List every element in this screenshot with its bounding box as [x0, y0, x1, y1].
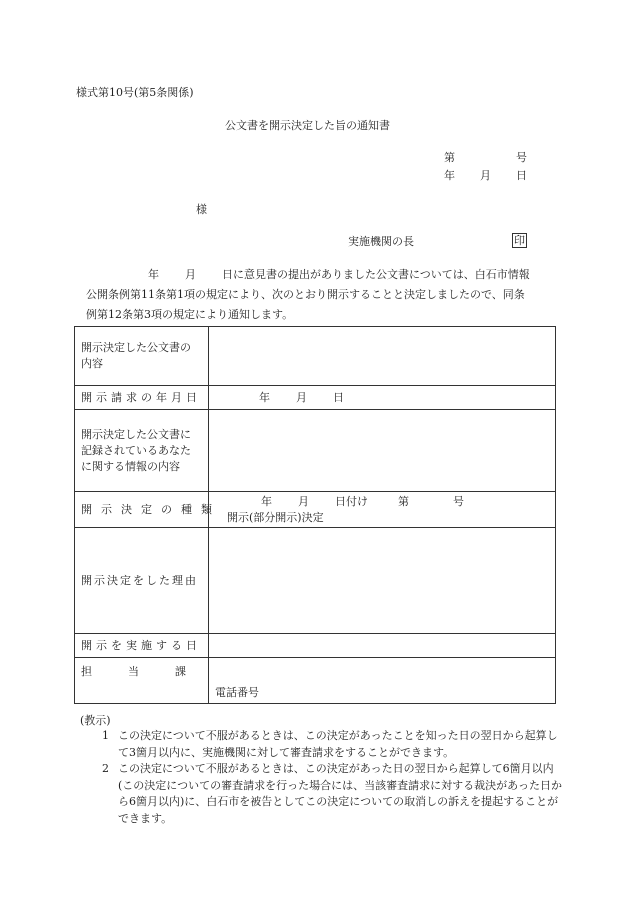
row-label-reason: [75, 528, 209, 634]
intro-text-3: 例第12条第3項の規定により通知します。: [86, 308, 294, 321]
row-label-document-content: [75, 327, 209, 386]
addressee-sama: 様: [196, 203, 207, 216]
doc-number-go: 号: [516, 151, 527, 164]
label-line: 内容: [81, 357, 103, 370]
label-text: 開示決定をした理由: [81, 573, 198, 587]
intro-text-2: 公開条例第11条第1項の規定により、次のとおり開示することと決定しましたので、同条: [86, 288, 525, 301]
intro-text-1: 日に意見書の提出がありました公文書については、白石市情報: [222, 268, 530, 281]
decision-year: 年: [261, 494, 272, 508]
label-char: 担: [81, 665, 92, 678]
table-row: [75, 386, 556, 410]
issuer-label: 実施機関の長: [348, 235, 414, 248]
field-request-date[interactable]: [209, 386, 556, 410]
field-reason[interactable]: [209, 528, 556, 634]
intro-year: 年: [148, 268, 159, 281]
form-number-label: 様式第10号(第5条関係): [76, 86, 194, 99]
table-row: [75, 634, 556, 658]
decision-dai: 第: [398, 494, 409, 508]
table-row: [75, 528, 556, 634]
doc-number-dai: 第: [444, 151, 455, 164]
table-row: [75, 492, 556, 528]
field-personal-info[interactable]: [209, 410, 556, 492]
note-number: 2: [102, 762, 109, 775]
request-year: 年: [259, 390, 270, 404]
label-text: 開示決定の種類: [81, 502, 221, 516]
row-label-implementation-date: [75, 634, 209, 658]
request-day: 日: [333, 390, 344, 404]
label-line: 記録されているあなた: [81, 443, 191, 457]
intro-month: 月: [185, 268, 196, 281]
label-text: 開示を実施する日: [81, 638, 201, 652]
decision-dated: 日付け: [335, 494, 368, 508]
disclosure-form-table: [74, 326, 556, 704]
seal-mark: 印: [514, 234, 525, 247]
decision-go: 号: [453, 494, 464, 508]
phone-label: 電話番号: [215, 686, 259, 699]
field-decision-type[interactable]: [209, 492, 556, 528]
note-item-2: [102, 761, 562, 827]
date-day: 日: [516, 169, 527, 182]
label-char: 課: [175, 665, 186, 678]
note-text: この決定について不服があるときは、この決定があったことを知った日の翌日から起算して3箇月以内に、実施機関に対して審査請求をすることができます。: [118, 729, 558, 759]
label-line: 開示決定した公文書の: [81, 341, 191, 354]
label-line: に関する情報の内容: [81, 459, 180, 473]
note-item-1: [102, 728, 562, 761]
field-implementation-date[interactable]: [209, 634, 556, 658]
note-number: 1: [102, 729, 109, 742]
decision-month: 月: [298, 494, 309, 508]
request-month: 月: [296, 390, 307, 404]
note-text: この決定について不服があるときは、この決定があった日の翌日から起算して6箇月以内(この決定についての審査請求を行った場合には、当該審査請求に対する裁決があった日から6箇月以内)に、白石市を被告としてこの決定についての取消しの訴えを提起することができます。: [118, 762, 562, 825]
table-row: [75, 658, 556, 704]
date-year: 年: [444, 169, 455, 182]
row-label-department: [75, 658, 209, 704]
intro-paragraph: [86, 265, 560, 325]
label-line: 開示決定した公文書に: [81, 427, 191, 441]
date-month: 月: [480, 169, 491, 182]
document-title: 公文書を開示決定した旨の通知書: [225, 119, 390, 132]
row-label-request-date: [75, 386, 209, 410]
row-label-personal-info: [75, 410, 209, 492]
label-char: 当: [128, 665, 139, 678]
table-row: [75, 410, 556, 492]
decision-kind: 開示(部分開示)決定: [227, 510, 324, 524]
field-department[interactable]: [209, 658, 556, 704]
notes-title: (教示): [80, 714, 111, 727]
row-label-decision-type: [75, 492, 221, 528]
label-text: 開示請求の年月日: [81, 390, 201, 404]
table-row: [75, 327, 556, 386]
field-document-content[interactable]: [209, 327, 556, 386]
